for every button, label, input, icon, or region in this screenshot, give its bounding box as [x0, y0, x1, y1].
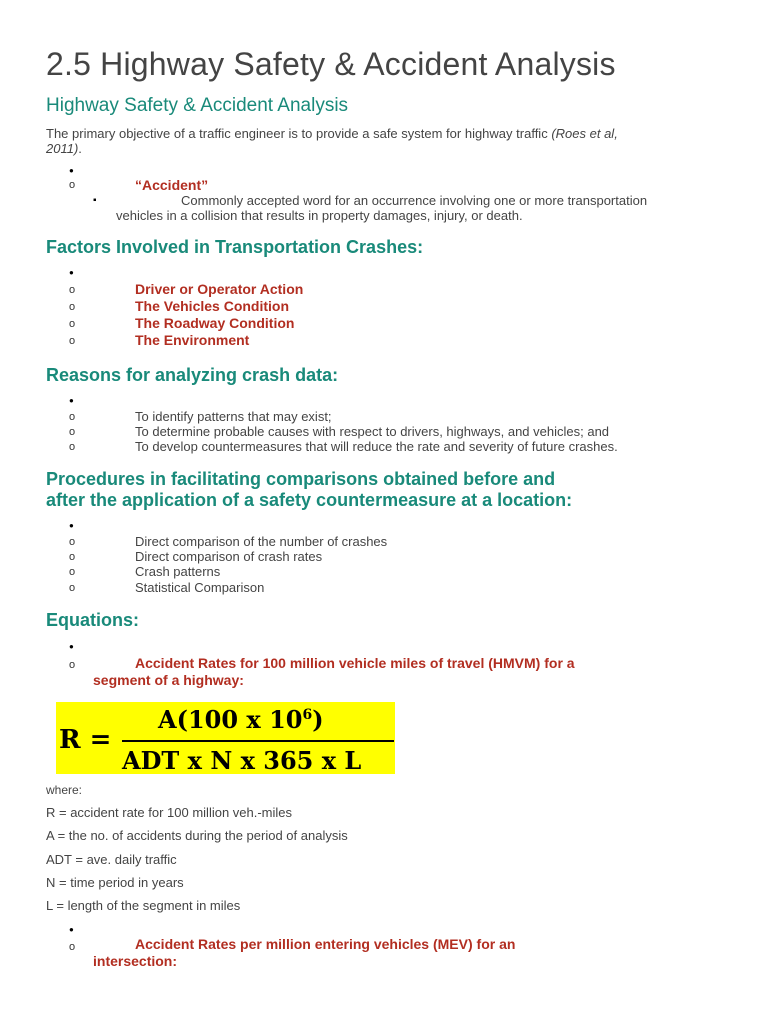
procedure-item: Direct comparison of crash rates: [135, 549, 323, 564]
accident-definition-line1: Commonly accepted word for an occurrence involving one or more transportation: [181, 193, 648, 208]
procedure-item: Direct comparison of the number of crashes: [135, 534, 388, 549]
disc-bullet: ●: [69, 396, 74, 405]
factor-item: The Roadway Condition: [135, 315, 295, 331]
section-heading-procedures-line1: Procedures in facilitating comparisons obtained before and: [46, 469, 556, 489]
hmvm-label-line1: Accident Rates for 100 million vehicle miles of travel (HMVM) for a: [135, 655, 575, 671]
mev-label-line2: intersection:: [93, 953, 178, 969]
hmvm-label-line2: segment of a highway:: [93, 672, 244, 688]
mev-label-line1: Accident Rates per million entering vehicles (MEV) for an: [135, 936, 516, 952]
accident-term: “Accident”: [135, 177, 209, 193]
circle-bullet: o: [69, 301, 76, 313]
factor-item: The Vehicles Condition: [135, 298, 290, 314]
square-bullet: ▪: [93, 195, 97, 206]
circle-bullet: o: [69, 536, 76, 548]
variable-definition: A = the no. of accidents during the period of analysis: [46, 828, 348, 843]
intro-citation-part1: (Roes et al,: [551, 126, 618, 141]
circle-bullet: o: [69, 335, 76, 347]
circle-bullet: o: [69, 411, 76, 423]
formula-exponent: 6: [302, 707, 313, 723]
section-heading-procedures-line2: after the application of a safety countermeasure at a location:: [46, 490, 573, 510]
intro-paragraph-line2: [46, 141, 82, 156]
page-title: 2.5 Highway Safety & Accident Analysis: [46, 46, 616, 82]
circle-bullet: o: [69, 551, 76, 563]
circle-bullet: o: [69, 941, 76, 953]
where-label: where:: [46, 783, 83, 797]
accident-definition-line2: vehicles in a collision that results in property damages, injury, or death.: [116, 208, 523, 223]
disc-bullet: ●: [69, 166, 74, 175]
section-heading-factors: Factors Involved in Transportation Crashes:: [46, 237, 424, 257]
formula-numerator: [158, 705, 324, 734]
intro-end: .: [78, 141, 82, 156]
formula-numerator-text: A(100 x 10: [158, 705, 303, 734]
fraction-bar: [122, 740, 394, 742]
circle-bullet: o: [69, 284, 76, 296]
circle-bullet: o: [69, 426, 76, 438]
procedure-item: Statistical Comparison: [135, 580, 265, 595]
section-heading-overview: Highway Safety & Accident Analysis: [46, 95, 349, 116]
variable-definition: L = length of the segment in miles: [46, 898, 241, 913]
disc-bullet: ●: [69, 521, 74, 530]
formula-denominator: ADT x N x 365 x L: [122, 746, 362, 775]
circle-bullet: o: [69, 441, 76, 453]
section-heading-equations: Equations:: [46, 610, 139, 630]
circle-bullet: o: [69, 659, 76, 671]
reason-item: To determine probable causes with respect to drivers, highways, and vehicles; and: [135, 424, 610, 439]
variable-definition: N = time period in years: [46, 875, 184, 890]
disc-bullet: ●: [69, 925, 74, 934]
formula-highlight: [56, 702, 395, 774]
circle-bullet: o: [69, 582, 76, 594]
circle-bullet: o: [69, 566, 76, 578]
intro-citation-part2: 2011): [46, 141, 79, 156]
formula-lhs: R =: [59, 725, 112, 755]
intro-paragraph: [46, 126, 618, 141]
procedure-item: Crash patterns: [135, 564, 221, 579]
intro-text: The primary objective of a traffic engineer is to provide a safe system for highway traffic: [46, 126, 548, 141]
circle-bullet: o: [69, 179, 76, 191]
variable-definition: ADT = ave. daily traffic: [46, 852, 177, 867]
formula-numerator-close: ): [312, 705, 324, 734]
section-heading-reasons: Reasons for analyzing crash data:: [46, 365, 339, 385]
circle-bullet: o: [69, 318, 76, 330]
disc-bullet: ●: [69, 642, 74, 651]
factor-item: The Environment: [135, 332, 250, 348]
factor-item: Driver or Operator Action: [135, 281, 304, 297]
reason-item: To identify patterns that may exist;: [135, 409, 332, 424]
reason-item: To develop countermeasures that will reduce the rate and severity of future crashes.: [135, 439, 618, 454]
variable-definition: R = accident rate for 100 million veh.-miles: [46, 805, 293, 820]
disc-bullet: ●: [69, 268, 74, 277]
